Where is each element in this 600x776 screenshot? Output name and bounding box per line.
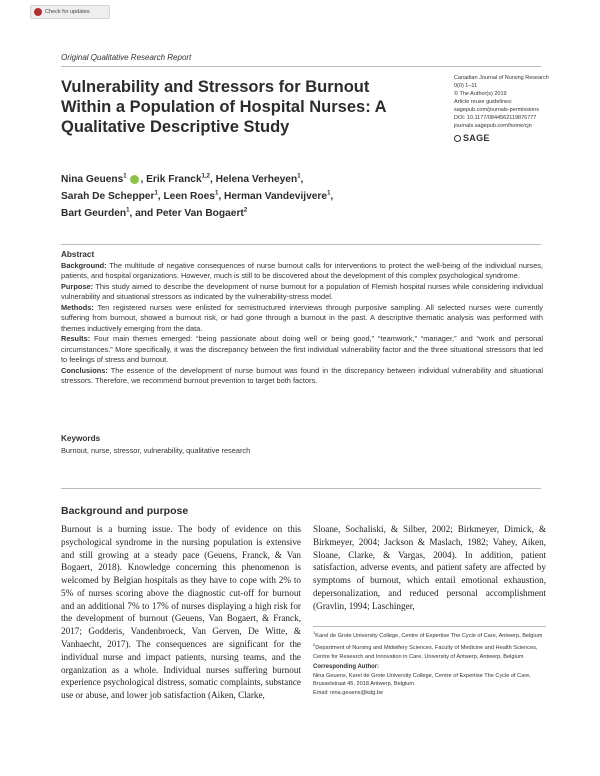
abstract-methods-label: Methods: <box>61 302 94 312</box>
publisher-name: SAGE <box>463 132 490 143</box>
abstract-results-text: Four main themes emerged: “being passionate about doing well or being good,” “teamwork,” “manager,” and “work and personal circumstances.” More specifically, it was the discrepancy between the first individual vulnerability factor and the three situational stressors that led to feelings of stress and burnout. <box>61 334 543 365</box>
author-affiliation: 1 <box>126 207 130 214</box>
affiliation-2-text: Department of Nursing and Midwifery Sciences, Faculty of Medicine and Health Sciences, Centre for Research and Innovation in Care, University of Antwerp, Antwerp, Belgium <box>313 645 538 660</box>
publisher-logo <box>454 132 554 145</box>
body-divider <box>61 488 541 489</box>
journal-name: Canadian Journal of Nursing Research <box>454 75 549 81</box>
footnote-divider <box>313 626 546 627</box>
keywords <box>61 433 543 456</box>
corresponding-author <box>313 663 546 697</box>
article-title: Vulnerability and Stressors for Burnout Within a Population of Hospital Nurses: A Qualitative Descriptive Study <box>61 78 386 136</box>
corresponding-author-heading: Corresponding Author: <box>313 663 380 670</box>
author-affiliation: 1 <box>214 190 219 197</box>
affiliation-2 <box>313 642 546 661</box>
affiliation-1-text: Karel de Grote University College, Centre of Expertise The Cycle of Care, Antwerp, Belgium <box>315 632 543 639</box>
affiliation-1-number: 1 <box>313 630 316 635</box>
author-affiliation: 1 <box>297 173 301 180</box>
abstract-conclusions <box>61 366 543 387</box>
footnotes <box>313 630 546 697</box>
author: Bart Geurden <box>61 207 127 219</box>
journal-volume: 0(0) 1–11 <box>454 82 478 89</box>
abstract-heading: Abstract <box>61 250 95 259</box>
journal-reuse: Article reuse guidelines: <box>454 98 513 105</box>
orcid-icon[interactable] <box>130 175 139 184</box>
journal-reuse-link[interactable]: sagepub.com/journals-permissions <box>454 106 539 113</box>
author-affiliation: 1 <box>123 173 127 180</box>
author: Nina Geuens <box>61 174 124 185</box>
corresponding-author-text: Nina Geuens, Karel de Grote University College, Centre of Expertise The Cycle of Care, Brusselstraat 45, 2018 Antwerp, Belgium. <box>313 672 531 688</box>
author: Erik Franck <box>146 174 202 185</box>
section-title: Background and purpose <box>61 505 189 517</box>
keywords-heading: Keywords <box>61 434 101 443</box>
journal-copyright: © The Author(s) 2019 <box>454 90 507 97</box>
abstract-top-divider <box>61 244 541 245</box>
author-affiliation: 1 <box>154 190 158 197</box>
author: Sarah De Schepper <box>61 190 155 202</box>
abstract-background-label: Background: <box>61 260 107 270</box>
abstract-results-label: Results: <box>61 334 91 344</box>
check-for-updates-label: Check for updates <box>45 9 90 15</box>
abstract-conclusions-label: Conclusions: <box>61 365 108 375</box>
corresponding-author-email[interactable]: Email: nina.geuens@kdg.be <box>313 689 384 696</box>
abstract <box>61 249 543 387</box>
keywords-text: Burnout, nurse, stressor, vulnerability, qualitative research <box>61 446 251 456</box>
author-affiliation: 1 <box>327 190 331 197</box>
author-affiliation: 1,2 <box>201 173 210 180</box>
body-column-right: Sloane, Sochaliski, & Silber, 2002; Birkmeyer, Dimick, & Birkmeyer, 2004; Jackson & Maslach, 1982; Vahey, Aiken, Sloane, Clarke, & Vargas, 2004). In addition, patient satisfaction, adverse events, and patient safety are affected by symptoms of burnout, which entail emotional exhaustion, depersonalization, and reduced personal accomplishment (Gravlin, 1994; Laschinger, <box>313 524 546 611</box>
abstract-purpose-text: This study aimed to describe the development of nurse burnout for a population of Flemish hospital nurses while considering individual vulnerability and situational stressors as indicated by the vulnerability-stress model. <box>61 281 544 302</box>
abstract-background-text: The multitude of negative consequences of nurse burnout calls for interventions to protect the well-being of the individual nurses, patients, and hospital organizations. However, much is still to be discovered about the development of this complex psychological syndrome. <box>61 260 543 281</box>
check-for-updates-badge[interactable] <box>30 5 110 19</box>
author: Herman Vandevijvere <box>224 190 328 202</box>
abstract-purpose <box>61 282 543 303</box>
affiliation-1 <box>313 630 546 640</box>
author: Helena Verheyen <box>215 174 298 185</box>
header-divider <box>61 66 541 67</box>
affiliation-2-number: 2 <box>313 642 316 648</box>
journal-doi[interactable]: DOI: 10.1177/0844562119876777 <box>454 114 537 121</box>
report-type-label: Original Qualitative Research Report <box>61 53 192 62</box>
abstract-purpose-label: Purpose: <box>61 281 94 291</box>
author-affiliation: 2 <box>243 207 248 214</box>
abstract-background <box>61 261 543 282</box>
author-list: Nina Geuens$^1$ , Erik Franck$^{1,2}$, Helena Verheyen$^1$, Sarah De Schepper$^1$, Leen Roes$^1$, Herman Vandevijvere$^1$, Bart Geurden$^1$, and Peter Van Bogaert$^2$ <box>61 173 334 219</box>
journal-site[interactable]: journals.sagepub.com/home/cjn <box>454 122 532 129</box>
author: Peter Van Bogaert <box>156 207 244 219</box>
abstract-results <box>61 334 543 366</box>
sage-logo-icon <box>454 135 461 142</box>
journal-info <box>454 75 554 145</box>
body-column-left: Burnout is a burning issue. The body of evidence on this psychological syndrome in the nursing population is extensive and still growing at a steady pace (Geuens, Franck, & Van Bogaert, 2018). Knowledge concerning this phenomenon is welcomed by Belgian hospitals as they have to cope with 2% to 5% of nurses scoring above the diagnostic cut-off for burnout and an additional 7% to 17% of nurses displaying a high risk for the development of burnout (Geuens, Van Bogaert, & Franck, 2017; Godderis, Vandenbroeck, Van Gerven, De Witte, & Vanhaecht, 2017). The consequences are significant for the individual nurse and impact patients, nursing teams, and the organization as a whole. Individual nurses suffering burnout experience psychological distress, somatic complaints, substance use or abuse, and lower job satisfaction (Aiken, Clarke, <box>61 524 301 701</box>
update-icon <box>34 8 42 16</box>
abstract-methods <box>61 303 543 335</box>
author: Leen Roes <box>163 190 215 202</box>
abstract-conclusions-text: The essence of the development of nurse burnout was found in the discrepancy between individual vulnerability and situational stressors. Therefore, we recommend burnout prevention to target both factors. <box>61 365 543 386</box>
abstract-methods-text: Ten registered nurses were enlisted for semistructured interviews through purposive sampling. All selected nurses were currently suffering from burnout, showed a burnout risk, or had gone through a burnout in the past. A descriptive thematic analysis was performed with themes inductively emerging from the data. <box>61 302 543 333</box>
